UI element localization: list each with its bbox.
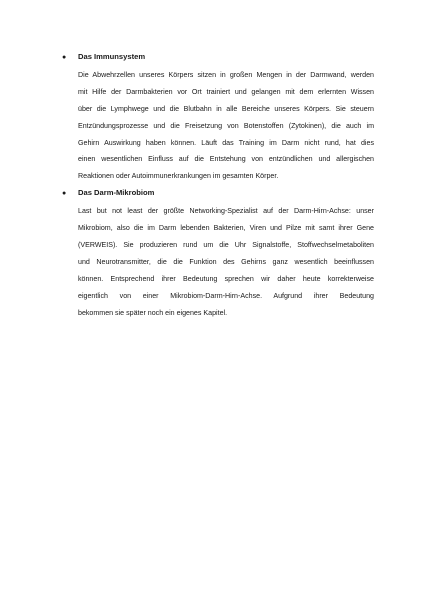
paragraph-line: bekommen sie später noch ein eigenes Kapitel. [78,308,228,317]
paragraph-line: und Neurotransmitter, die die Funktion des Gehirns ganz wesentlich beeinflussen [78,257,374,266]
bullet-heading-row [62,185,374,201]
section-immunsystem [62,49,374,185]
paragraph-line: eigentlich von einer Mikrobiom-Darm-Hirn-Achse. Aufgrund ihrer Bedeutung [78,291,374,300]
section-heading: Das Immunsystem [78,52,146,61]
paragraph-line: über die Lymphwege und die Blutbahn in alle Bereiche unseres Körpers. Sie steuern [78,104,374,113]
paragraph-line: Reaktionen oder Autoimmunerkrankungen im gesamten Körper. [78,172,279,181]
paragraph-line: Entzündungsprozesse und die Freisetzung von Botenstoffen (Zytokinen), die auch im [78,121,374,130]
paragraph-line: mit Hilfe der Darmbakterien vor Ort trainiert und gelangen mit dem erlernten Wissen [78,87,374,96]
bullet-heading-row [62,49,374,65]
section-darm-mikrobiom [62,185,374,321]
paragraph-line: Last but not least der größte Networking-Spezialist auf der Darm-Hirn-Achse: unser [78,207,374,216]
bullet-icon: ● [62,54,67,61]
section-heading: Das Darm-Mikrobiom [78,188,155,198]
paragraph-line: Gehirn Auswirkung haben können. Läuft das Training im Darm nicht rund, hat dies [78,138,374,147]
section-paragraph [78,65,374,185]
bullet-icon: ● [62,190,67,198]
section-paragraph [78,201,374,321]
paragraph-line: (VERWEIS). Sie produzieren rund um die Uhr Signalstoffe, Stoffwechselmetaboliten [78,241,374,250]
paragraph-line: können. Entsprechend ihrer Bedeutung sprechen wir daher heute korrekterweise [78,274,374,283]
document-body [62,49,374,321]
paragraph-line: einen wesentlichen Einfluss auf die Entstehung von entzündlichen und allergischen [78,155,374,164]
paragraph-line: Die Abwehrzellen unseres Körpers sitzen in großen Mengen in der Darmwand, werden [78,71,374,79]
paragraph-line: Mikrobiom, also die im Darm lebenden Bakterien, Viren und Pilze mit samt ihrer Gene [78,224,374,233]
